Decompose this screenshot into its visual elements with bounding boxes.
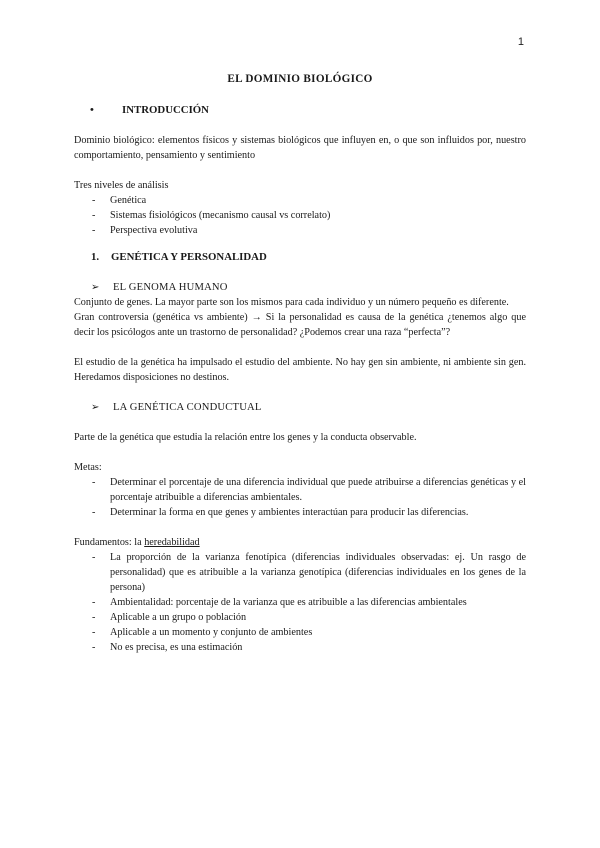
list-item: - Determinar el porcentaje de una diferencia individual que puede atribuirse a diferencias genéticas y el porcentaje atribuible a diferencias ambientales. xyxy=(74,475,526,505)
bullet-icon: • xyxy=(90,104,94,116)
page-number: 1 xyxy=(517,36,524,48)
dash-marker: - xyxy=(92,225,96,236)
genoma-paragraph-2: Gran controversia (genética vs ambiente) → Si la personalidad es causa de la genética ¿tenemos algo que decir los psicólogos ante un trastorno de personalidad? ¿Podemos crear una raza “perfecta”? xyxy=(74,312,526,338)
goals-list xyxy=(74,475,526,520)
dash-marker: - xyxy=(92,210,96,221)
intro-heading xyxy=(90,103,526,118)
genoma-paragraph-1: Conjunto de genes. La mayor parte son los mismos para cada individuo y un número pequeño es diferente. xyxy=(74,297,509,308)
levels-label: Tres niveles de análisis xyxy=(74,180,169,191)
dash-marker: - xyxy=(92,507,96,518)
levels-list xyxy=(74,193,526,238)
list-item: - Perspectiva evolutiva xyxy=(74,223,526,238)
section-heading-genetica xyxy=(91,250,526,265)
document-body xyxy=(74,72,526,655)
list-item: - La proporción de la varianza fenotípica (diferencias individuales observadas: ej. Un rasgo de personalidad) que es atribuible a la varianza genotípica (diferencias individuales en los genes de la persona) xyxy=(74,550,526,595)
list-item: - Aplicable a un momento y conjunto de ambientes xyxy=(74,625,526,640)
heredabilidad-term: heredabilidad xyxy=(144,537,200,548)
subheading-genetica-conductual xyxy=(91,400,526,415)
intro-definition: Dominio biológico: elementos físicos y sistemas biológicos que influyen en, o que son influidos por, nuestro comportamiento, pensamiento y sentimiento xyxy=(74,135,526,161)
dash-marker: - xyxy=(92,552,96,563)
genoma-paragraph-3: El estudio de la genética ha impulsado el estudio del ambiente. No hay gen sin ambiente, ni ambiente sin gen. Heredamos disposiciones no destinos. xyxy=(74,357,526,383)
list-item: - No es precisa, es una estimación xyxy=(74,640,526,655)
arrow-bullet-icon: ➢ xyxy=(91,282,100,293)
dash-marker: - xyxy=(92,477,96,488)
subheading-text: LA GENÉTICA CONDUCTUAL xyxy=(113,402,262,413)
dash-marker: - xyxy=(92,627,96,638)
dash-marker: - xyxy=(92,642,96,653)
intro-heading-text: INTRODUCCIÓN xyxy=(122,104,209,116)
fundamentals-list xyxy=(74,550,526,655)
subheading-genoma xyxy=(91,280,526,295)
list-item: - Determinar la forma en que genes y ambientes interactúan para producir las diferencias. xyxy=(74,505,526,520)
list-item: - Sistemas fisiológicos (mecanismo causal vs correlato) xyxy=(74,208,526,223)
dash-marker: - xyxy=(92,597,96,608)
list-item: - Aplicable a un grupo o población xyxy=(74,610,526,625)
section-heading-text: GENÉTICA Y PERSONALIDAD xyxy=(111,251,267,263)
list-item: - Genética xyxy=(74,193,526,208)
goals-label: Metas: xyxy=(74,462,102,473)
list-item: - Ambientalidad: porcentaje de la varianza que es atribuible a las diferencias ambientales xyxy=(74,595,526,610)
arrow-bullet-icon: ➢ xyxy=(91,402,100,413)
document-title: EL DOMINIO BIOLÓGICO xyxy=(227,73,373,85)
section-number: 1. xyxy=(91,251,100,263)
fundamentals-label: Fundamentos: la heredabilidad xyxy=(74,537,200,548)
dash-marker: - xyxy=(92,195,96,206)
subheading-text: EL GENOMA HUMANO xyxy=(113,282,228,293)
conductual-paragraph: Parte de la genética que estudia la relación entre los genes y la conducta observable. xyxy=(74,432,417,443)
dash-marker: - xyxy=(92,612,96,623)
